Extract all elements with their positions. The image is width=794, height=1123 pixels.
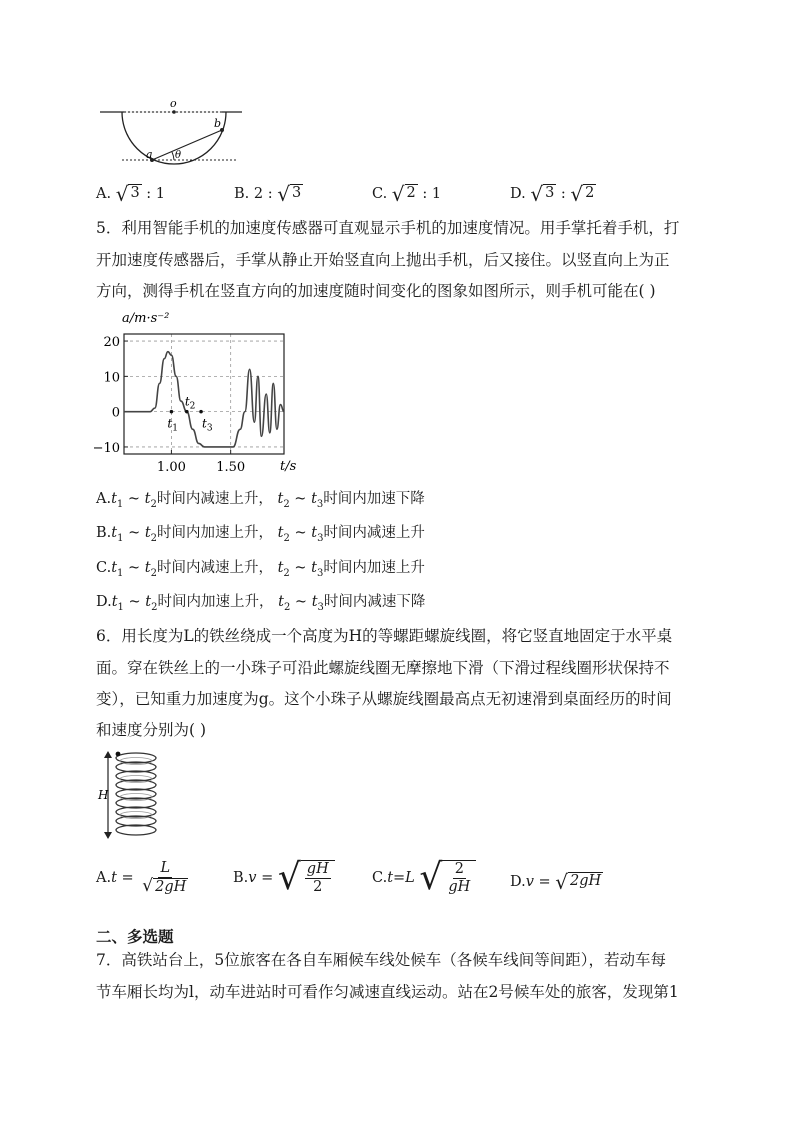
q5-stem-line-2: 开加速度传感器后，手掌从静止开始竖直向上抛出手机，后又接住。以竖直向上为正 — [96, 251, 670, 269]
chart-xlabel: t/s — [280, 459, 297, 474]
label-b: b — [214, 117, 222, 130]
q6-option-b[interactable]: B.v = √ $\frac{gH}{2}$ — [233, 860, 335, 896]
q7-stem-line-1: 7．高铁站台上，5位旅客在各自车厢候车线处候车（各候车线间等间距），若动车每 — [96, 951, 666, 969]
q6-stem-line-4: 和速度分别为( ) — [96, 721, 207, 739]
acceleration-chart — [92, 304, 297, 476]
marked-point — [199, 410, 203, 414]
q6-stem-line-1: 6．用长度为L的铁丝绕成一个高度为H的等螺距螺旋线圈，将它竖直地固定于水平桌 — [96, 627, 673, 645]
q4-option-d[interactable]: D. √ 3 : √ 2 — [510, 182, 595, 206]
q5-option-c[interactable]: $C.t_1$ ~ $t_2$时间内减速上升， $t_2$ ~ $t_3$时间内加速上升 — [96, 560, 425, 579]
y-tick-label: −10 — [92, 440, 120, 456]
section-heading-multiple-choice: 二、多选题 — [96, 927, 174, 946]
q4-option-c[interactable]: C. √ 2 : 1 — [372, 182, 442, 206]
q5-stem-line-3: 方向，测得手机在竖直方向的加速度随时间变化的图象如图所示，则手机可能在( ) — [96, 282, 656, 300]
q4-option-a[interactable]: A. √ 3 : 1 — [96, 182, 166, 206]
q6-option-a[interactable]: A.t = L √ 2gH — [96, 860, 187, 896]
y-tick-label: 10 — [103, 370, 120, 386]
q6-option-d[interactable]: D.v = √ 2gH — [510, 870, 602, 894]
chart-ylabel: a/m·s⁻² — [122, 311, 170, 326]
marked-point-label: $t_3$ — [202, 416, 213, 434]
q5-stem-line-1: 5．利用智能手机的加速度传感器可直观显示手机的加速度情况。用手掌托着手机，打 — [96, 219, 680, 237]
q7-stem-line-2: 节车厢长均为l，动车进站时可看作匀减速直线运动。站在2号候车处的旅客，发现第1 — [96, 983, 679, 1001]
q6-option-c[interactable]: C.t=L √ $\frac{2}{gH}$ — [372, 860, 476, 896]
label-theta: θ — [175, 150, 182, 161]
label-a: a — [146, 148, 153, 161]
bowl-figure — [96, 96, 246, 168]
marked-point — [170, 410, 174, 414]
q5-option-b[interactable]: $B.t_1$ ~ $t_2$时间内加速上升， $t_2$ ~ $t_3$时间内减速上升 — [96, 525, 425, 544]
x-tick-label: 1.00 — [156, 460, 186, 475]
coil-height-label: H — [98, 788, 109, 802]
y-tick-label: 20 — [103, 335, 120, 351]
y-tick-label: 0 — [111, 405, 120, 421]
helix-coil-figure — [94, 748, 166, 844]
q5-option-d[interactable]: $D.t_1$ ~ $t_2$时间内加速上升， $t_2$ ~ $t_3$时间内减速下降 — [96, 594, 426, 613]
q4-option-b[interactable]: B. 2 : √ 3 — [234, 182, 302, 206]
x-tick-label: 1.50 — [216, 460, 246, 475]
label-o: o — [170, 97, 177, 110]
q5-option-a[interactable]: $A.t_1$ ~ $t_2$时间内减速上升， $t_2$ ~ $t_3$时间内加速下降 — [96, 491, 425, 510]
acceleration-series-line — [124, 352, 284, 447]
q6-stem-line-2: 面。穿在铁丝上的一小珠子可沿此螺旋线圈无摩擦地下滑（下滑过程线圈形状保持不 — [96, 659, 670, 677]
marked-point — [185, 410, 189, 414]
marked-point-label: $t_1$ — [167, 416, 178, 434]
q6-stem-line-3: 变），已知重力加速度为g。这个小珠子从螺旋线圈最高点无初速滑到桌面经历的时间 — [96, 690, 672, 708]
marked-point-label: $t_2$ — [184, 394, 196, 412]
